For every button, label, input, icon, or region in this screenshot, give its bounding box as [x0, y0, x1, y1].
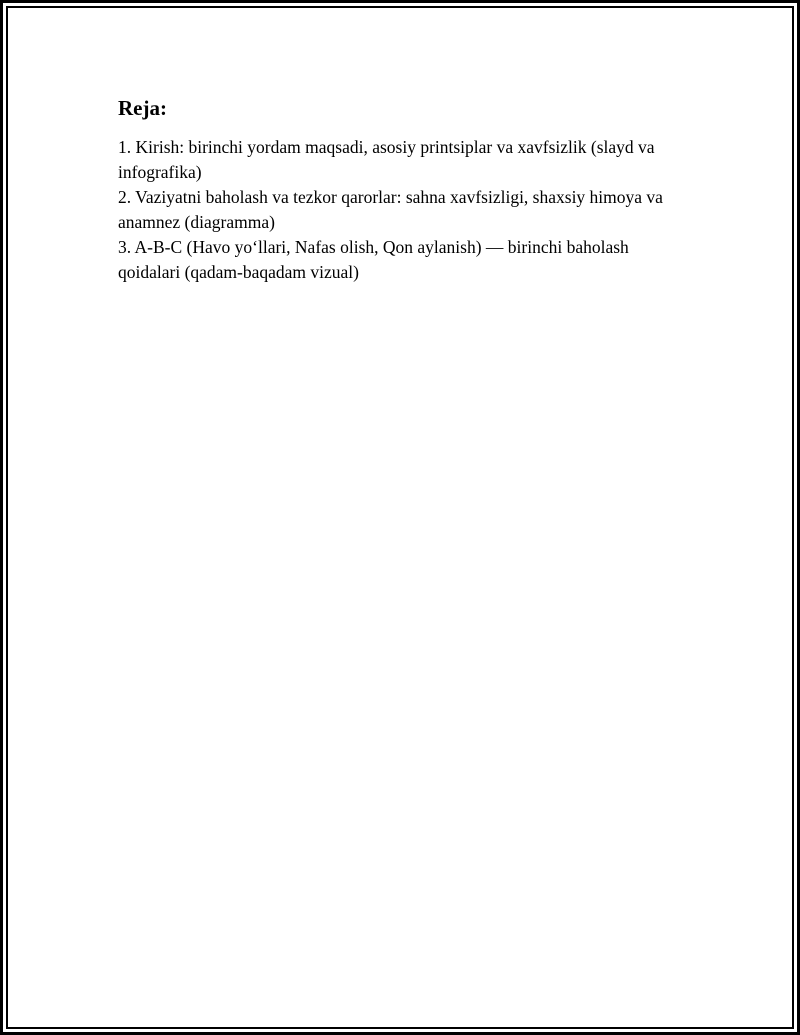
plan-item-2: 2. Vaziyatni baholash va tezkor qarorlar: sahna xavfsizligi, shaxsiy himoya va anamnez (diagramma) — [118, 187, 663, 232]
plan-heading: Reja: — [118, 96, 167, 120]
plan-item-1: 1. Kirish: birinchi yordam maqsadi, asosiy printsiplar va xavfsizlik (slayd va infografika) — [118, 137, 655, 182]
document-content — [118, 95, 693, 285]
plan-item-3: 3. A-B-C (Havo yo‘llari, Nafas olish, Qon aylanish) — birinchi baholash qoidalari (qadam-baqadam vizual) — [118, 237, 629, 282]
plan-list — [118, 135, 693, 285]
